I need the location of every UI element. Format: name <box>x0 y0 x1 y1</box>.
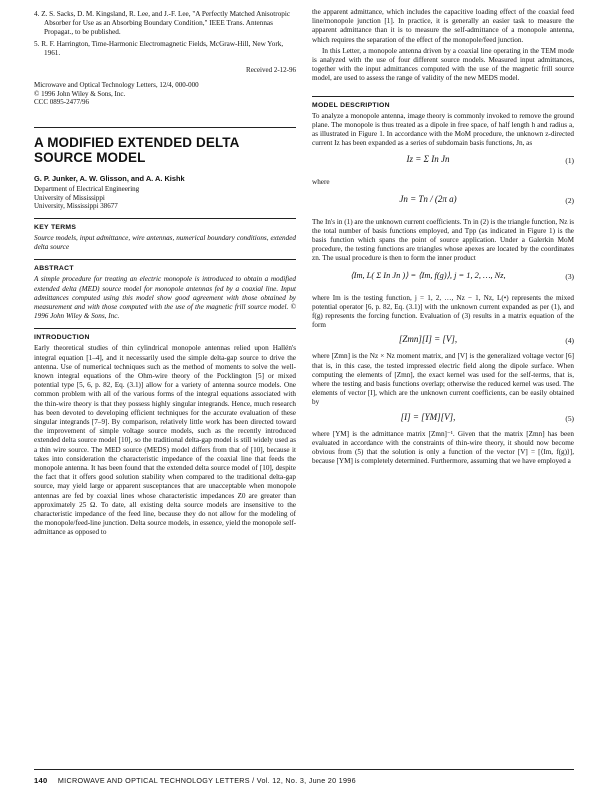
divider <box>34 127 296 128</box>
journal-footer: MICROWAVE AND OPTICAL TECHNOLOGY LETTERS / Vol. 12, No. 3, June 20 1996 <box>57 776 356 785</box>
divider <box>312 96 574 97</box>
equation-2-expression: Jn = Tn / (2π a) <box>399 193 457 204</box>
introduction-heading: INTRODUCTION <box>34 334 90 342</box>
equation-4 <box>312 330 574 352</box>
equation-4-expression: [Zmn][I] = [V], <box>398 334 458 345</box>
journal-info-line: © 1996 John Wiley & Sons, Inc. <box>34 89 126 98</box>
right-column <box>312 8 574 467</box>
model-description-heading: MODEL DESCRIPTION <box>312 101 390 109</box>
equation-3-expression: ⟨Im, L( Σ In Jn )⟩ = ⟨Im, f(g)⟩, j = 1, 2, …, Nz, <box>350 270 506 280</box>
equation-2 <box>312 188 574 218</box>
reference-5: 5. R. F. Harrington, Time-Harmonic Electromagnetic Fields, McGraw-Hill, New York, 1961. <box>34 39 284 57</box>
footer-rule <box>34 769 574 770</box>
authors: G. P. Junker, A. W. Glisson, and A. A. Kishk <box>34 174 185 184</box>
equation-2-number: (2) <box>565 195 574 205</box>
equation-3 <box>312 264 574 294</box>
body-paragraph: where Im is the testing function, j = 1, 2, …, Nz − 1, Nz, L(•) represents the mixed potential operator [6, p. 82, Eq. (3.1)] with the unknown current expanded as per (1), and f(g) represents the forcing function. Evaluation of (3) results in a matrix equation of the form <box>312 293 574 330</box>
abstract-text: A simple procedure for treating an electric monopole is introduced to obtain a modified extended delta (MED) source model for monopole antennas fed by a coaxial line. Input admittances computed using this model show good agreement with those obtained by measurement and with those computed with the use of the magnetic frill source model. © 1996 John Wiley & Sons, Inc. <box>34 275 296 321</box>
equation-1 <box>312 148 574 178</box>
equation-1-number: (1) <box>565 156 574 166</box>
equation-5-number: (5) <box>565 413 574 423</box>
article-title: A MODIFIED EXTENDED DELTA SOURCE MODEL <box>34 135 239 165</box>
abstract-heading: ABSTRACT <box>34 265 74 273</box>
left-column <box>34 10 296 538</box>
reference-4: 4. Z. S. Sacks, D. M. Kingsland, R. Lee, and J.-F. Lee, "A Perfectly Matched Anisotropic Absorber for Use as an Absorbing Boundary Condition," IEEE Trans. Antennas Propagat., to be published. <box>34 10 291 37</box>
body-paragraph: In this Letter, a monopole antenna driven by a coaxial line operating in the TEM mode is analyzed with the use of four different source models. Measured input admittances, together with the input admittances computed with the use of the magnetic frill source model, are used to assess the range of validity of the new MEDS model. <box>312 46 574 83</box>
received-date: Received 2-12-96 <box>246 66 296 75</box>
page-number: 140 <box>34 776 48 785</box>
key-terms-heading: KEY TERMS <box>34 223 77 231</box>
page-footer <box>34 776 574 785</box>
affiliation-line: Department of Electrical Engineering <box>34 185 140 194</box>
journal-info-line: CCC 0895-2477/96 <box>34 98 90 107</box>
divider <box>34 259 296 260</box>
journal-info-line: Microwave and Optical Technology Letters, 12/4, 000-000 <box>34 80 199 89</box>
body-paragraph: To analyze a monopole antenna, image theory is commonly invoked to remove the ground plane. The monopole is thus treated as a dipole in free space, of half length h and radius a, as illustrated in Figure 1. In accordance with the MoM procedure, the unknown z-directed current Iz has been expanded as a series of subdomain basis functions, Jn, as <box>312 111 574 148</box>
equation-4-number: (4) <box>565 336 574 346</box>
body-paragraph: the apparent admittance, which includes the capacitive loading effect of the coaxial feed line/monopole junction [1]. In practice, it is generally an easier task to measure the apparent admittance than it is to measure the self-admittance of a monopole antenna, which requires the separation of the effect of the monopole/feed junction. <box>312 8 574 44</box>
equation-5 <box>312 408 574 430</box>
key-terms: Source models, input admittance, wire antennas, numerical boundary conditions, extended delta source <box>34 233 296 252</box>
body-paragraph: where [Zmn] is the Nz × Nz moment matrix, and [V] is the generalized voltage vector [6] that is, in this case, the tested impressed electric field along the dipole surface. When computing the elements of [Zmn], the exact kernel was used for the self-terms, that is, where the testing and basis functions overlap; otherwise the reduced kernel was used. The elements of vector [I], which are the unknown current coefficients, can be easily obtained by <box>312 352 574 407</box>
affiliation <box>34 185 296 211</box>
body-paragraph: where [YM] is the admittance matrix [Zmn]⁻¹. Given that the matrix [Zmn] has been evaluated in accordance with the constraints of thin-wire theory, it should now become obvious from (5) that the solution is only a function of the vector [V] = [⟨Im, f(g)⟩], because [YM] is completely determined. Furthermore, assuming that we have employed a <box>312 429 574 466</box>
body-text: where <box>312 178 330 187</box>
introduction-text: Early theoretical studies of thin cylindrical monopole antennas relied upon Hallén's integral equation [1–4], and it necessarily used the simple delta-gap source to drive the antenna. Use of numerical techniques such as the method of moments to solve the well-known integral equations of the Ohm-wire theory of the Pocklington [5] or mixed potential type [5, 6, p. 82, Eq. (3.1)] allow for a variety of antenna source models. One common problem with all of the various forms of the integral equations associated with the thin-wire theory is that they possess highly singular integrands. Hence, much research has been devoted to developing efficient techniques for the accurate evaluation of these singular integrands [7–9]. By comparison, relatively little work has been directed toward the improvement of simple voltage source models, such as the recently introduced extended delta source model [10], so the traditional delta-gap model is still widely used as a thin wire source. The MED source (MEDS) model differs from that of [10], because it takes into consideration the characteristic impedance of the coaxial line that feeds the monopole antenna. It has been found that the extended delta source model of [10], despite the fact that it offers good solution stability when compared to the traditional delta-gap source, may yield large or apparent susceptances that are unacceptable when monopole antennas are fed by coaxial lines whose characteristic impedances Z0 are greater than approximately 25 Ω. To date, all existing delta source models are insensitive to the characteristic impedance of the feed line, because they do not allow for the modeling of the monopole/feed-line junction. Delta source models, in essence, yield the monopole self-admittance as opposed to <box>34 344 296 537</box>
journal-info <box>34 81 296 107</box>
equation-5-expression: [I] = [YM][V], <box>400 411 456 422</box>
divider <box>34 328 296 329</box>
equation-3-number: (3) <box>565 271 574 281</box>
body-paragraph: The In's in (1) are the unknown current coefficients. Tn in (2) is the triangle function, Nz is the total number of basis functions employed, and Tpp (as indicated in Figure 1) is the basis function which spans the point of source application. Under a Galerkin MoM procedure, the testing functions are triangles whose apexes are located by the coordinates zn. The usual procedure is then to form the inner product <box>312 217 574 263</box>
divider <box>34 218 296 219</box>
affiliation-line: University, Mississippi 38677 <box>34 202 118 211</box>
affiliation-line: University of Mississippi <box>34 193 105 202</box>
equation-1-expression: Iz = Σ In Jn <box>406 154 450 165</box>
